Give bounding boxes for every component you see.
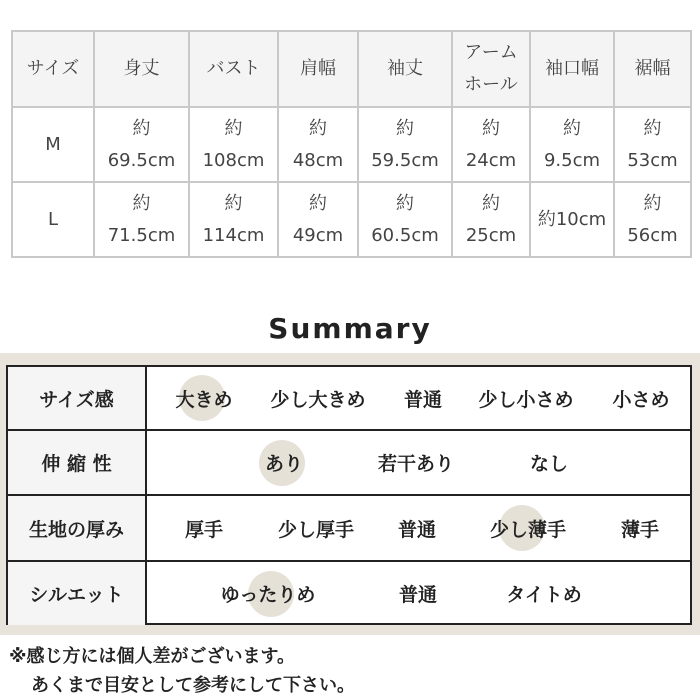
cell-line: 53cm: [627, 149, 678, 171]
cell-line: 約: [482, 192, 500, 214]
summary-row-label: 生地の厚み: [8, 496, 147, 560]
size-label-text: L: [47, 208, 59, 230]
header-cuff-text: 袖口幅: [545, 58, 599, 79]
size-cell: [278, 107, 358, 182]
size-cell: [530, 182, 614, 257]
summary-option: 少し大きめ: [270, 388, 366, 411]
header-bust: [189, 31, 278, 107]
size-cell: [614, 182, 691, 257]
size-cell: [94, 107, 189, 182]
cell-line: 約: [224, 117, 243, 139]
summary-table: [6, 365, 692, 625]
summary-option: 少し厚手: [277, 518, 355, 541]
summary-row-label: 伸 縮 性: [8, 431, 147, 494]
header-sleeve-text: 袖丈: [387, 58, 423, 79]
cell-line: 約: [224, 192, 243, 214]
size-cell: [614, 107, 691, 182]
summary-option: タイトめ: [506, 584, 582, 606]
cell-line: 49cm: [292, 224, 344, 246]
summary-row-stretch: [8, 431, 690, 496]
summary-option: 普通: [397, 518, 437, 541]
note-line-2: あくまで目安として参考にして下さい。: [31, 675, 355, 696]
summary-row-size-feel: [8, 367, 690, 431]
cell-line: 25cm: [465, 224, 517, 246]
size-cell: [358, 182, 452, 257]
summary-row-thickness: [8, 496, 690, 562]
summary-option: なし: [529, 453, 569, 475]
summary-row-silhouette: [8, 562, 690, 625]
cell-line: 69.5cm: [107, 149, 176, 171]
size-cell: [278, 182, 358, 257]
cell-line: 約: [396, 117, 414, 139]
size-cell: [530, 107, 614, 182]
cell-line: 24cm: [465, 149, 517, 171]
summary-row-label: シルエット: [8, 562, 147, 625]
size-row-l: [12, 182, 691, 257]
header-cuff: [530, 31, 614, 107]
summary-option: 薄手: [620, 518, 660, 541]
summary-option: 少し薄手: [489, 518, 567, 541]
cell-line: 71.5cm: [107, 224, 176, 246]
cell-line: 59.5cm: [371, 149, 439, 171]
header-armhole-text: アーム ホール: [464, 42, 518, 95]
header-size: [12, 31, 94, 107]
header-length: [94, 31, 189, 107]
size-cell: [94, 182, 189, 257]
cell-line: 48cm: [292, 149, 344, 171]
summary-option: あり: [264, 453, 304, 475]
summary-option: 小さめ: [612, 388, 670, 411]
header-shoulder: [278, 31, 358, 107]
header-shoulder-text: 肩幅: [300, 58, 336, 79]
size-cell: [189, 107, 278, 182]
header-length-text: 身丈: [123, 58, 160, 79]
size-row-m: [12, 107, 691, 182]
cell-line: 約: [132, 192, 151, 214]
cell-line: 114cm: [202, 224, 265, 246]
cell-line: 108cm: [202, 149, 265, 171]
cell-line: 約: [563, 117, 581, 139]
cell-line: 9.5cm: [543, 149, 601, 171]
cell-line: 約: [132, 117, 151, 139]
cell-line: 約: [309, 192, 327, 214]
summary-option: ゆったりめ: [220, 584, 316, 606]
size-cell: [189, 182, 278, 257]
header-bust-text: バスト: [206, 58, 261, 79]
cell-line: 56cm: [627, 224, 678, 246]
summary-option: 厚手: [184, 518, 224, 541]
size-label: [12, 182, 94, 257]
header-hem: [614, 31, 691, 107]
cell-line: 約10cm: [537, 208, 607, 230]
size-table-header-row: [12, 31, 691, 107]
header-hem-text: 裾幅: [634, 58, 671, 79]
cell-line: 60.5cm: [371, 224, 439, 246]
header-sleeve: [358, 31, 452, 107]
size-cell: [358, 107, 452, 182]
cell-line: 約: [482, 117, 500, 139]
size-table: [11, 30, 692, 258]
size-cell: [452, 107, 530, 182]
cell-line: 約: [309, 117, 327, 139]
header-size-text: サイズ: [26, 58, 80, 79]
summary-option: 普通: [403, 388, 443, 411]
cell-line: 約: [643, 117, 662, 139]
summary-row-label: サイズ感: [8, 367, 147, 429]
note-line-1: ※感じ方には個人差がございます。: [9, 646, 296, 667]
summary-option: 大きめ: [175, 388, 233, 411]
summary-option: 普通: [398, 584, 438, 606]
summary-title: Summary: [268, 312, 432, 345]
cell-line: 約: [396, 192, 414, 214]
cell-line: 約: [643, 192, 662, 214]
size-label-text: M: [45, 133, 61, 155]
summary-option: 若干あり: [377, 453, 455, 475]
size-cell: [452, 182, 530, 257]
header-armhole: [452, 31, 530, 107]
summary-panel: [0, 353, 700, 635]
size-label: [12, 107, 94, 182]
summary-option: 少し小さめ: [478, 388, 574, 411]
